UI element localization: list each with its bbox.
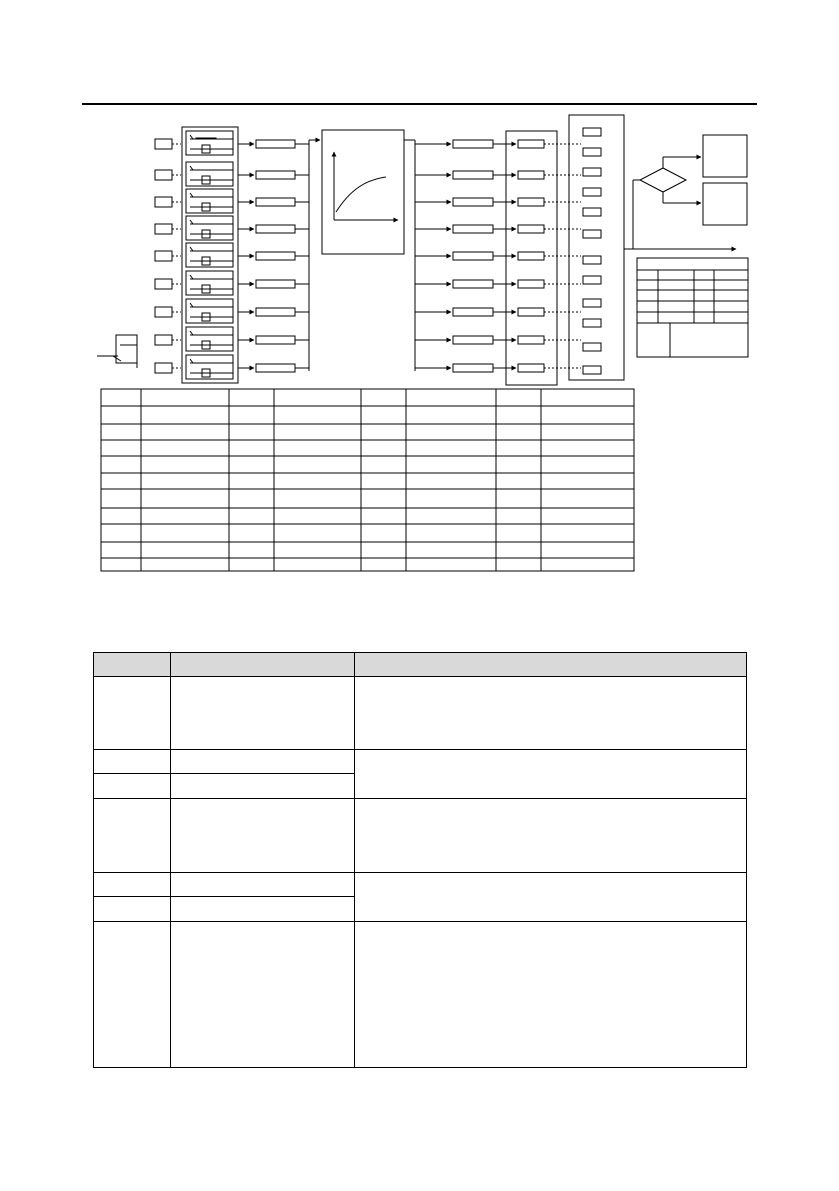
- right-block: [518, 280, 544, 288]
- input-box: [155, 224, 172, 234]
- cell-description: [355, 873, 747, 922]
- input-box: [155, 139, 172, 149]
- cell-code: [94, 897, 171, 922]
- cell-code: [94, 677, 171, 750]
- input-box: [155, 197, 172, 207]
- decision-block: [624, 135, 747, 249]
- output-box: [583, 168, 601, 176]
- input-box: [155, 279, 172, 289]
- input-box: [155, 307, 172, 317]
- mid-block: [453, 171, 493, 179]
- input-box: [155, 251, 172, 261]
- parameter-table: [101, 389, 634, 571]
- description-table: [93, 652, 747, 1068]
- cell-code: [94, 750, 171, 774]
- output-box: [583, 276, 601, 284]
- cell-code: [94, 774, 171, 799]
- cell-code: [94, 922, 171, 1068]
- table-header-row: [94, 653, 747, 677]
- legend-table: [637, 258, 748, 357]
- cell-name: [171, 774, 355, 799]
- right-block: [518, 198, 544, 206]
- cell-description: [355, 922, 747, 1068]
- right-block: [518, 140, 544, 148]
- output-box: [583, 230, 601, 238]
- cell-name: [171, 922, 355, 1068]
- external-switch: [97, 335, 137, 368]
- output-box: [583, 319, 601, 327]
- header-code: [94, 653, 171, 677]
- cell-description: [355, 677, 747, 750]
- curve-block: [322, 130, 404, 254]
- cell-description: [355, 799, 747, 873]
- mid-block: [453, 308, 493, 316]
- cell-name: [171, 873, 355, 897]
- mid-block: [453, 252, 493, 260]
- output-box: [583, 148, 601, 156]
- right-block: [518, 308, 544, 316]
- right-block: [518, 336, 544, 344]
- header-description: [355, 653, 747, 677]
- input-box: [155, 363, 172, 373]
- right-block: [518, 252, 544, 260]
- table-row: [94, 750, 747, 774]
- table-row: [94, 799, 747, 873]
- cell-name: [171, 677, 355, 750]
- cell-name: [171, 750, 355, 774]
- filter-block: [256, 336, 295, 344]
- output-box: [583, 128, 601, 136]
- cell-code: [94, 873, 171, 897]
- mid-block: [453, 225, 493, 233]
- table-row: [94, 873, 747, 897]
- output-box: [583, 343, 601, 351]
- filter-block: [256, 140, 295, 148]
- table-row: [94, 922, 747, 1068]
- output-box: [583, 188, 601, 196]
- mid-block: [453, 140, 493, 148]
- filter-block: [256, 364, 295, 372]
- filter-block: [256, 280, 295, 288]
- mid-block: [453, 364, 493, 372]
- filter-block: [256, 171, 295, 179]
- cell-name: [171, 799, 355, 873]
- output-box: [583, 366, 601, 374]
- input-box: [155, 170, 172, 180]
- mid-block: [453, 280, 493, 288]
- header-name: [171, 653, 355, 677]
- cell-name: [171, 897, 355, 922]
- cell-description: [355, 750, 747, 799]
- output-box: [583, 256, 601, 264]
- filter-block: [256, 252, 295, 260]
- output-box: [583, 208, 601, 216]
- input-box: [155, 335, 172, 345]
- right-block: [518, 225, 544, 233]
- right-block: [518, 364, 544, 372]
- filter-block: [256, 308, 295, 316]
- right-stack-frame: [506, 131, 557, 385]
- output-box: [583, 299, 601, 307]
- right-block: [518, 171, 544, 179]
- cell-code: [94, 799, 171, 873]
- mid-block: [453, 336, 493, 344]
- mid-block: [453, 198, 493, 206]
- filter-block: [256, 198, 295, 206]
- filter-block: [256, 225, 295, 233]
- table-row: [94, 677, 747, 750]
